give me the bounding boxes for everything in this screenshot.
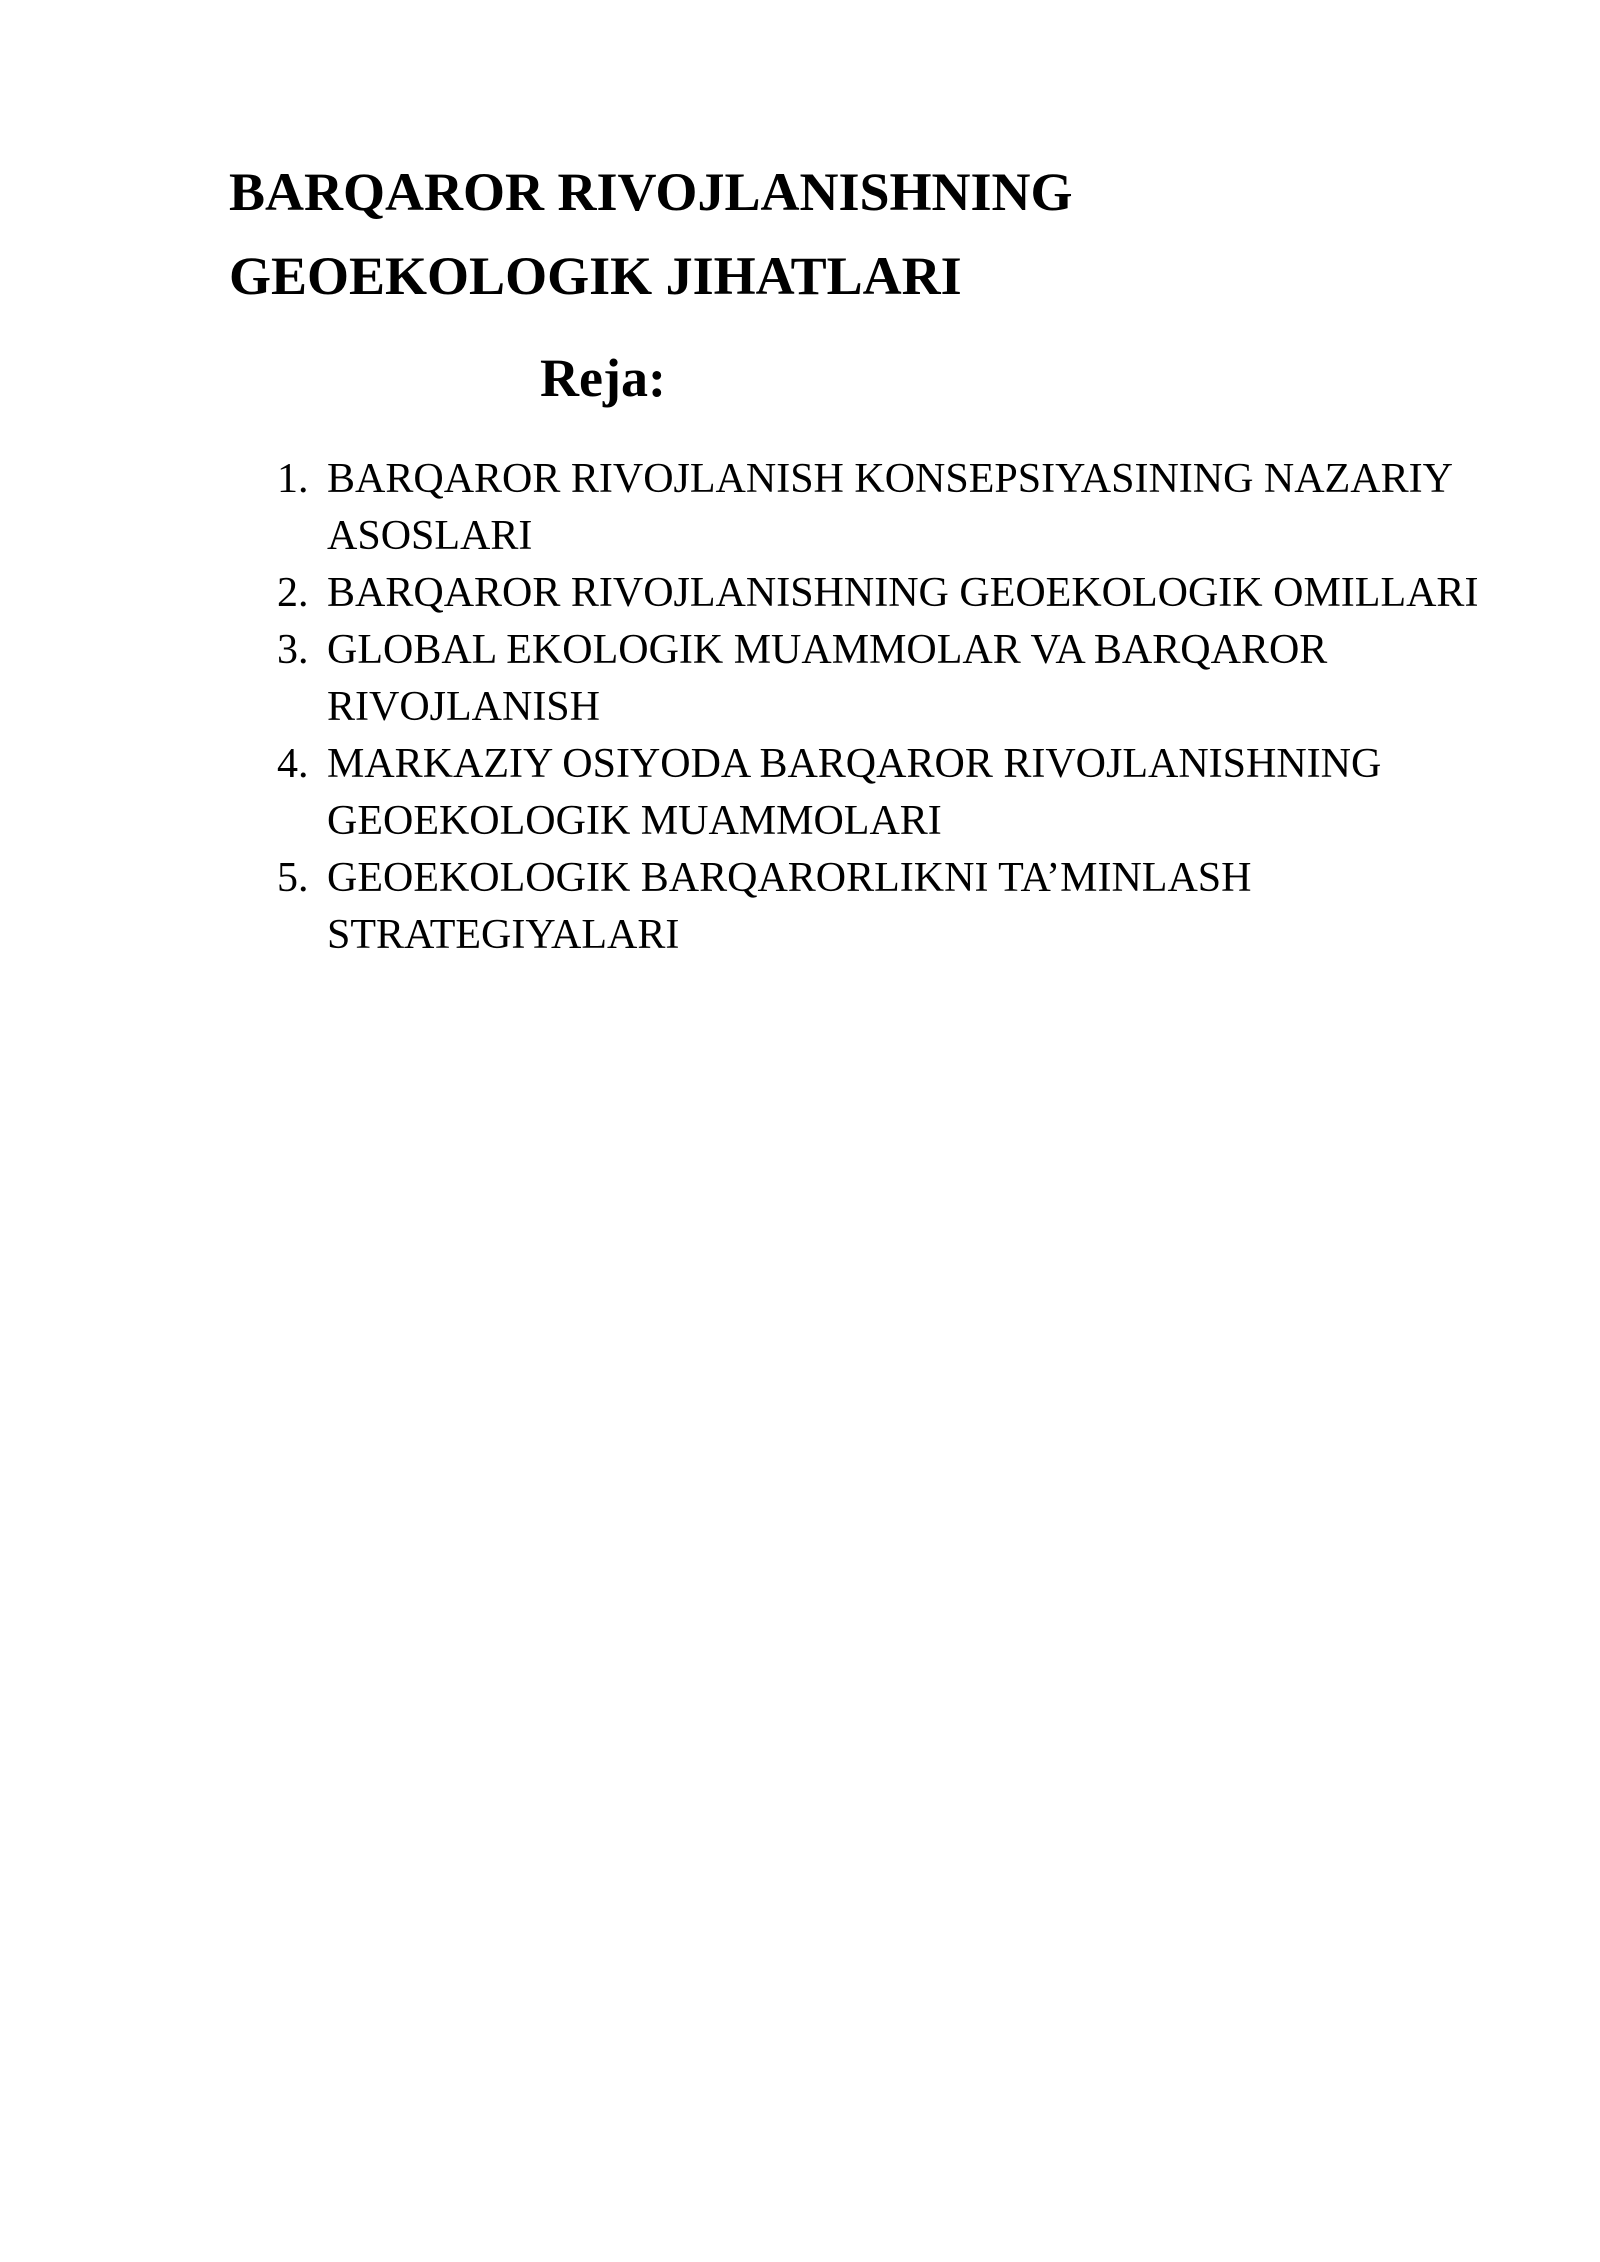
document-title	[229, 150, 1073, 318]
plan-item-text: BARQAROR RIVOJLANISH KONSEPSIYASINING NAZARIY ASOSLARI	[327, 456, 1452, 559]
plan-item-number: 1.	[277, 456, 309, 502]
plan-item-2	[270, 565, 1520, 622]
plan-item-number: 5.	[277, 855, 309, 901]
plan-item-text: GEOEKOLOGIK BARQARORLIKNI TA’MINLASH STRATEGIYALARI	[327, 855, 1252, 958]
document-title-line-1: BARQAROR RIVOJLANISHNING	[229, 162, 1073, 222]
plan-item-3	[270, 622, 1520, 736]
plan-item-text: GLOBAL EKOLOGIK MUAMMOLAR VA BARQAROR RIVOJLANISH	[327, 627, 1328, 730]
plan-item-1	[270, 451, 1520, 565]
document-title-line-2: GEOEKOLOGIK JIHATLARI	[229, 246, 962, 306]
plan-item-4	[270, 736, 1520, 850]
plan-item-number: 4.	[277, 741, 309, 787]
plan-item-text: BARQAROR RIVOJLANISHNING GEOEKOLOGIK OMILLARI	[327, 570, 1479, 616]
plan-item-number: 3.	[277, 627, 309, 673]
plan-item-text: MARKAZIY OSIYODA BARQAROR RIVOJLANISHNING GEOEKOLOGIK MUAMMOLARI	[327, 741, 1382, 844]
plan-item-5	[270, 850, 1520, 964]
plan-item-number: 2.	[277, 570, 309, 616]
plan-heading: Reja:	[540, 348, 666, 408]
plan-list	[270, 451, 1520, 964]
